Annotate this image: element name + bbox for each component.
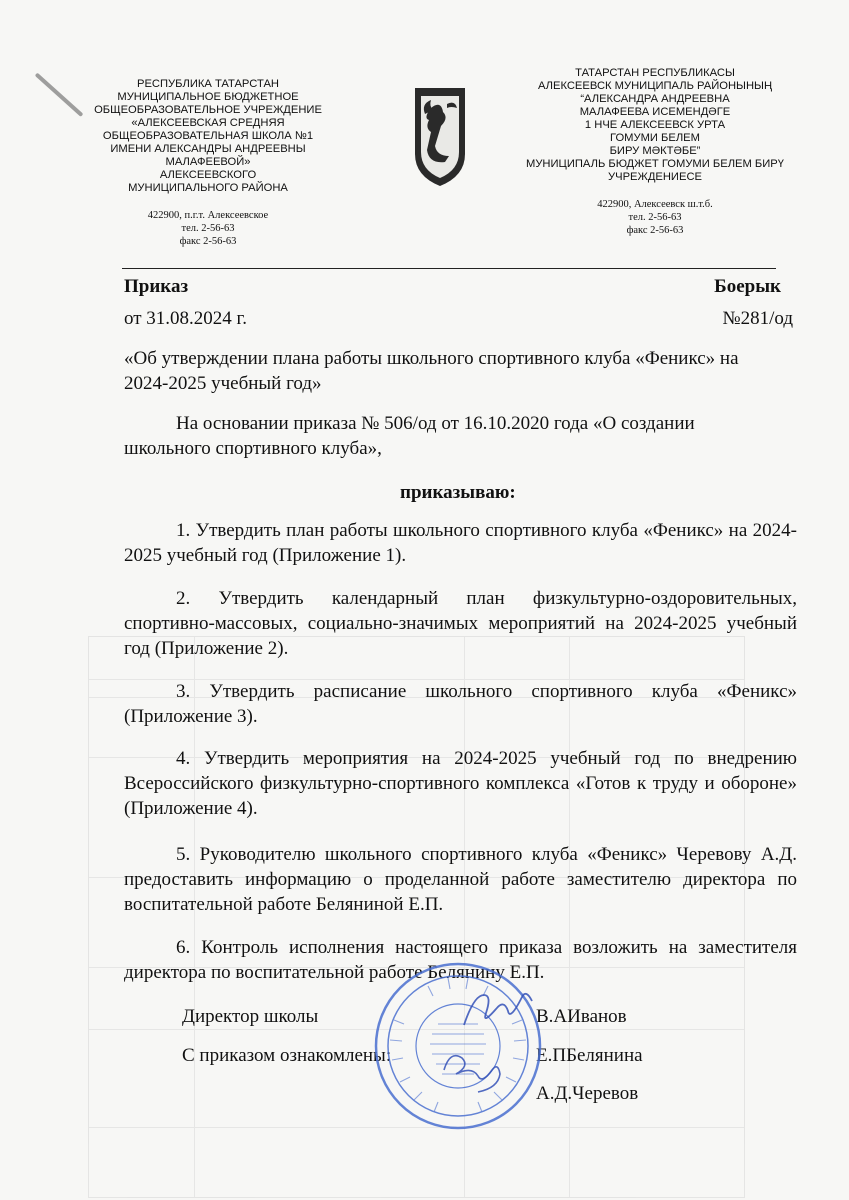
header-divider: [122, 268, 776, 269]
doc-number: №281/од: [722, 308, 793, 329]
acquainted-name-2: А.Д.Черевов: [536, 1083, 639, 1104]
order-item-6: 6. Контроль исполнения настоящего приказа возложить на заместителя директора по воспитательной работе Белянину Е.П.: [124, 937, 797, 983]
phone-line: тел. 2-56-63: [628, 212, 682, 223]
header-left-line: РЕСПУБЛИКА ТАТАРСТАН: [137, 78, 279, 90]
fax-line: факс 2-56-63: [179, 236, 237, 247]
header-right-line: МАЛАФЕЕВА ИСЕМЕНДӘГЕ: [579, 106, 731, 118]
header-left: [88, 78, 328, 248]
director-label: Директор школы: [182, 1006, 319, 1027]
header-right-line: 1 НЧЕ АЛЕКСЕЕВСК УРТА: [584, 119, 726, 131]
header-right: [520, 67, 790, 237]
doc-title-tt: Боерык: [714, 276, 781, 297]
doc-subject: «Об утверждении плана работы школьного спортивного клуба «Феникс» на 2024-2025 учебный год»: [124, 348, 739, 394]
header-left-line: МУНИЦИПАЛЬНОГО РАЙОНА: [128, 182, 288, 194]
fax-line: факс 2-56-63: [626, 225, 684, 236]
address-line: 422900, п.г.т. Алексеевское: [147, 210, 269, 221]
doc-basis: На основании приказа № 506/од от 16.10.2020 года «О создании школьного спортивного клуба»,: [124, 413, 695, 459]
order-item-1: 1. Утвердить план работы школьного спортивного клуба «Феникс» на 2024-2025 учебный год (Приложение 1).: [124, 520, 797, 566]
header-right-line: “АЛЕКСАНДРА АНДРЕЕВНА: [580, 93, 730, 105]
header-left-line: ИМЕНИ АЛЕКСАНДРЫ АНДРЕЕВНЫ: [110, 143, 306, 155]
header-right-line: БИРУ МӘКТӘБЕ”: [609, 145, 701, 157]
acquainted-name-1: Е.ПБелянина: [536, 1045, 643, 1066]
header-left-line: ОБЩЕОБРАЗОВАТЕЛЬНОЕ УЧРЕЖДЕНИЕ: [94, 104, 322, 116]
address-line: 422900, Алексеевск ш.т.б.: [597, 199, 713, 210]
order-item-3: 3. Утвердить расписание школьного спортивного клуба «Феникс» (Приложение 3).: [124, 681, 797, 727]
header-right-line: ГОМУМИ БЕЛЕМ: [610, 132, 700, 144]
header-right-address: [520, 198, 790, 237]
phone-line: тел. 2-56-63: [181, 223, 235, 234]
pen-mark: [35, 73, 84, 117]
doc-date: от 31.08.2024 г.: [124, 308, 247, 329]
emblem-icon: [411, 84, 469, 188]
acquainted-label: С приказом ознакомлены:: [182, 1045, 392, 1066]
header-left-line: ОБЩЕОБРАЗОВАТЕЛЬНАЯ ШКОЛА №1: [102, 130, 314, 142]
header-left-line: АЛЕКСЕЕВСКОГО: [159, 169, 257, 181]
header-right-line: МУНИЦИПАЛЬ БЮДЖЕТ ГОМУМИ БЕЛЕМ БИРҮ: [526, 158, 784, 170]
director-name: В.АИванов: [536, 1006, 627, 1027]
header-left-line: МУНИЦИПАЛЬНОЕ БЮДЖЕТНОЕ: [117, 91, 299, 103]
header-left-line: МАЛАФЕЕВОЙ»: [165, 156, 251, 168]
order-word: приказываю:: [400, 482, 516, 503]
header-right-line: ТАТАРСТАН РЕСПУБЛИКАСЫ: [575, 67, 735, 79]
header-left-line: «АЛЕКСЕЕВСКАЯ СРЕДНЯЯ: [131, 117, 285, 129]
order-item-4: 4. Утвердить мероприятия на 2024-2025 учебный год по внедрению Всероссийского физкультурно-спортивного комплекса «Готов к труду и обороне» (Приложение 4).: [124, 748, 797, 819]
order-item-2: 2. Утвердить календарный план физкультурно-оздоровительных, спортивно-массовых, социально-значимых мероприятий на 2024-2025 учебный год (Приложение 2).: [124, 588, 797, 659]
header-right-line: УЧРЕЖДЕНИЕСЕ: [608, 171, 702, 183]
belyanina-signature-icon: [436, 1040, 510, 1096]
header-right-line: АЛЕКСЕЕВСК МУНИЦИПАЛЬ РАЙОНЫНЫҢ: [537, 80, 773, 92]
header-left-address: [88, 209, 328, 248]
order-item-5: 5. Руководителю школьного спортивного клуба «Феникс» Черевову А.Д. предоставить информацию о проделанной работе заместителю директора по воспитательной работе Беляниной Е.П.: [124, 844, 797, 915]
director-signature-icon: [458, 985, 538, 1033]
doc-title-ru: Приказ: [124, 276, 189, 297]
